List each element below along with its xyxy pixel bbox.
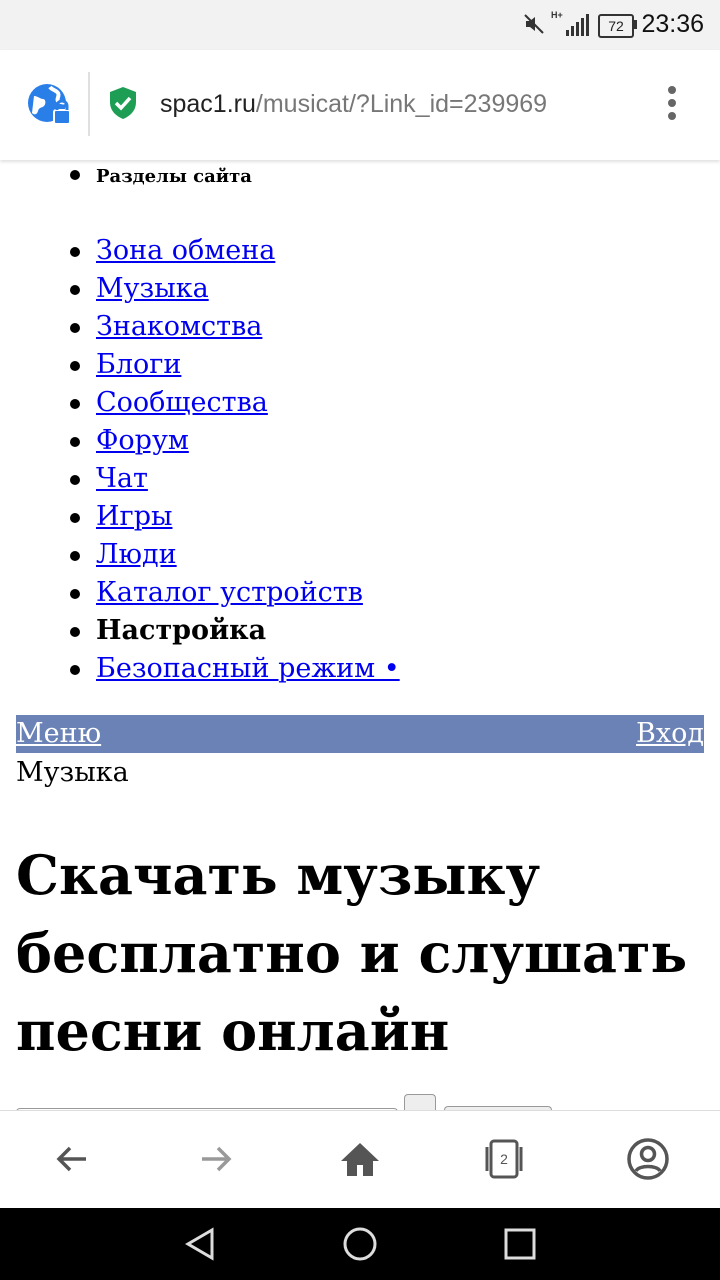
more-vert-icon[interactable] xyxy=(660,86,684,126)
home-icon[interactable] xyxy=(336,1135,384,1183)
back-icon[interactable] xyxy=(48,1135,96,1183)
list-item xyxy=(96,574,400,612)
tab-count: 2 xyxy=(500,1151,508,1167)
globe-lock-icon[interactable] xyxy=(26,82,72,128)
site-sections-list xyxy=(96,232,400,688)
url-host: spac1.ru xyxy=(160,90,256,118)
forward-icon[interactable] xyxy=(192,1135,240,1183)
link-dating[interactable]: Знакомства xyxy=(96,311,263,342)
url-field[interactable] xyxy=(160,90,547,119)
link-music[interactable]: Музыка xyxy=(96,273,209,304)
link-safe-mode[interactable]: Безопасный режим • xyxy=(96,653,400,684)
list-item xyxy=(96,536,400,574)
link-blogs[interactable]: Блоги xyxy=(96,349,182,380)
nav-back-icon[interactable] xyxy=(180,1224,220,1264)
list-item xyxy=(96,270,400,308)
mute-icon xyxy=(522,12,546,36)
battery-icon: 72 xyxy=(598,14,634,38)
browser-toolbar xyxy=(0,1110,720,1209)
list-item xyxy=(96,650,400,688)
list-item xyxy=(96,612,400,650)
page-content xyxy=(0,160,720,1110)
page-title: Скачать музыку бесплатно и слушать песни онлайн xyxy=(16,843,688,1063)
link-exchange-zone[interactable]: Зона обмена xyxy=(96,235,276,266)
nav-recents-icon[interactable] xyxy=(500,1224,540,1264)
link-people[interactable]: Люди xyxy=(96,539,177,570)
link-device-catalog[interactable]: Каталог устройств xyxy=(96,577,363,608)
tabs-icon[interactable] xyxy=(480,1135,528,1183)
settings-label: Настройка xyxy=(96,615,267,646)
menu-link[interactable]: Меню xyxy=(16,718,102,749)
breadcrumb: Музыка xyxy=(16,757,129,788)
clock: 23:36 xyxy=(641,10,704,38)
link-games[interactable]: Игры xyxy=(96,501,173,532)
status-bar xyxy=(0,0,720,50)
list-item xyxy=(96,346,400,384)
list-item xyxy=(96,498,400,536)
link-communities[interactable]: Сообщества xyxy=(96,387,268,418)
login-link[interactable]: Вход xyxy=(636,718,704,749)
url-path: /musicat/?Link_id=239969 xyxy=(255,90,548,118)
list-item xyxy=(96,308,400,346)
account-icon[interactable] xyxy=(624,1135,672,1183)
list-item xyxy=(96,232,400,270)
link-forum[interactable]: Форум xyxy=(96,425,189,456)
shield-check-icon[interactable] xyxy=(108,86,138,120)
battery-tip xyxy=(634,20,637,29)
address-bar xyxy=(0,50,720,160)
system-nav-bar xyxy=(0,1208,720,1280)
network-type: H+ xyxy=(551,10,563,20)
checkbox[interactable] xyxy=(404,1094,436,1110)
nav-home-icon[interactable] xyxy=(340,1224,380,1264)
list-item xyxy=(96,460,400,498)
divider xyxy=(88,72,90,136)
menu-bar xyxy=(16,715,704,753)
sections-heading: Разделы сайта xyxy=(96,166,252,187)
list-item xyxy=(96,384,400,422)
link-chat[interactable]: Чат xyxy=(96,463,148,494)
bullet xyxy=(70,170,80,180)
signal-icon xyxy=(566,14,590,36)
list-item xyxy=(96,422,400,460)
